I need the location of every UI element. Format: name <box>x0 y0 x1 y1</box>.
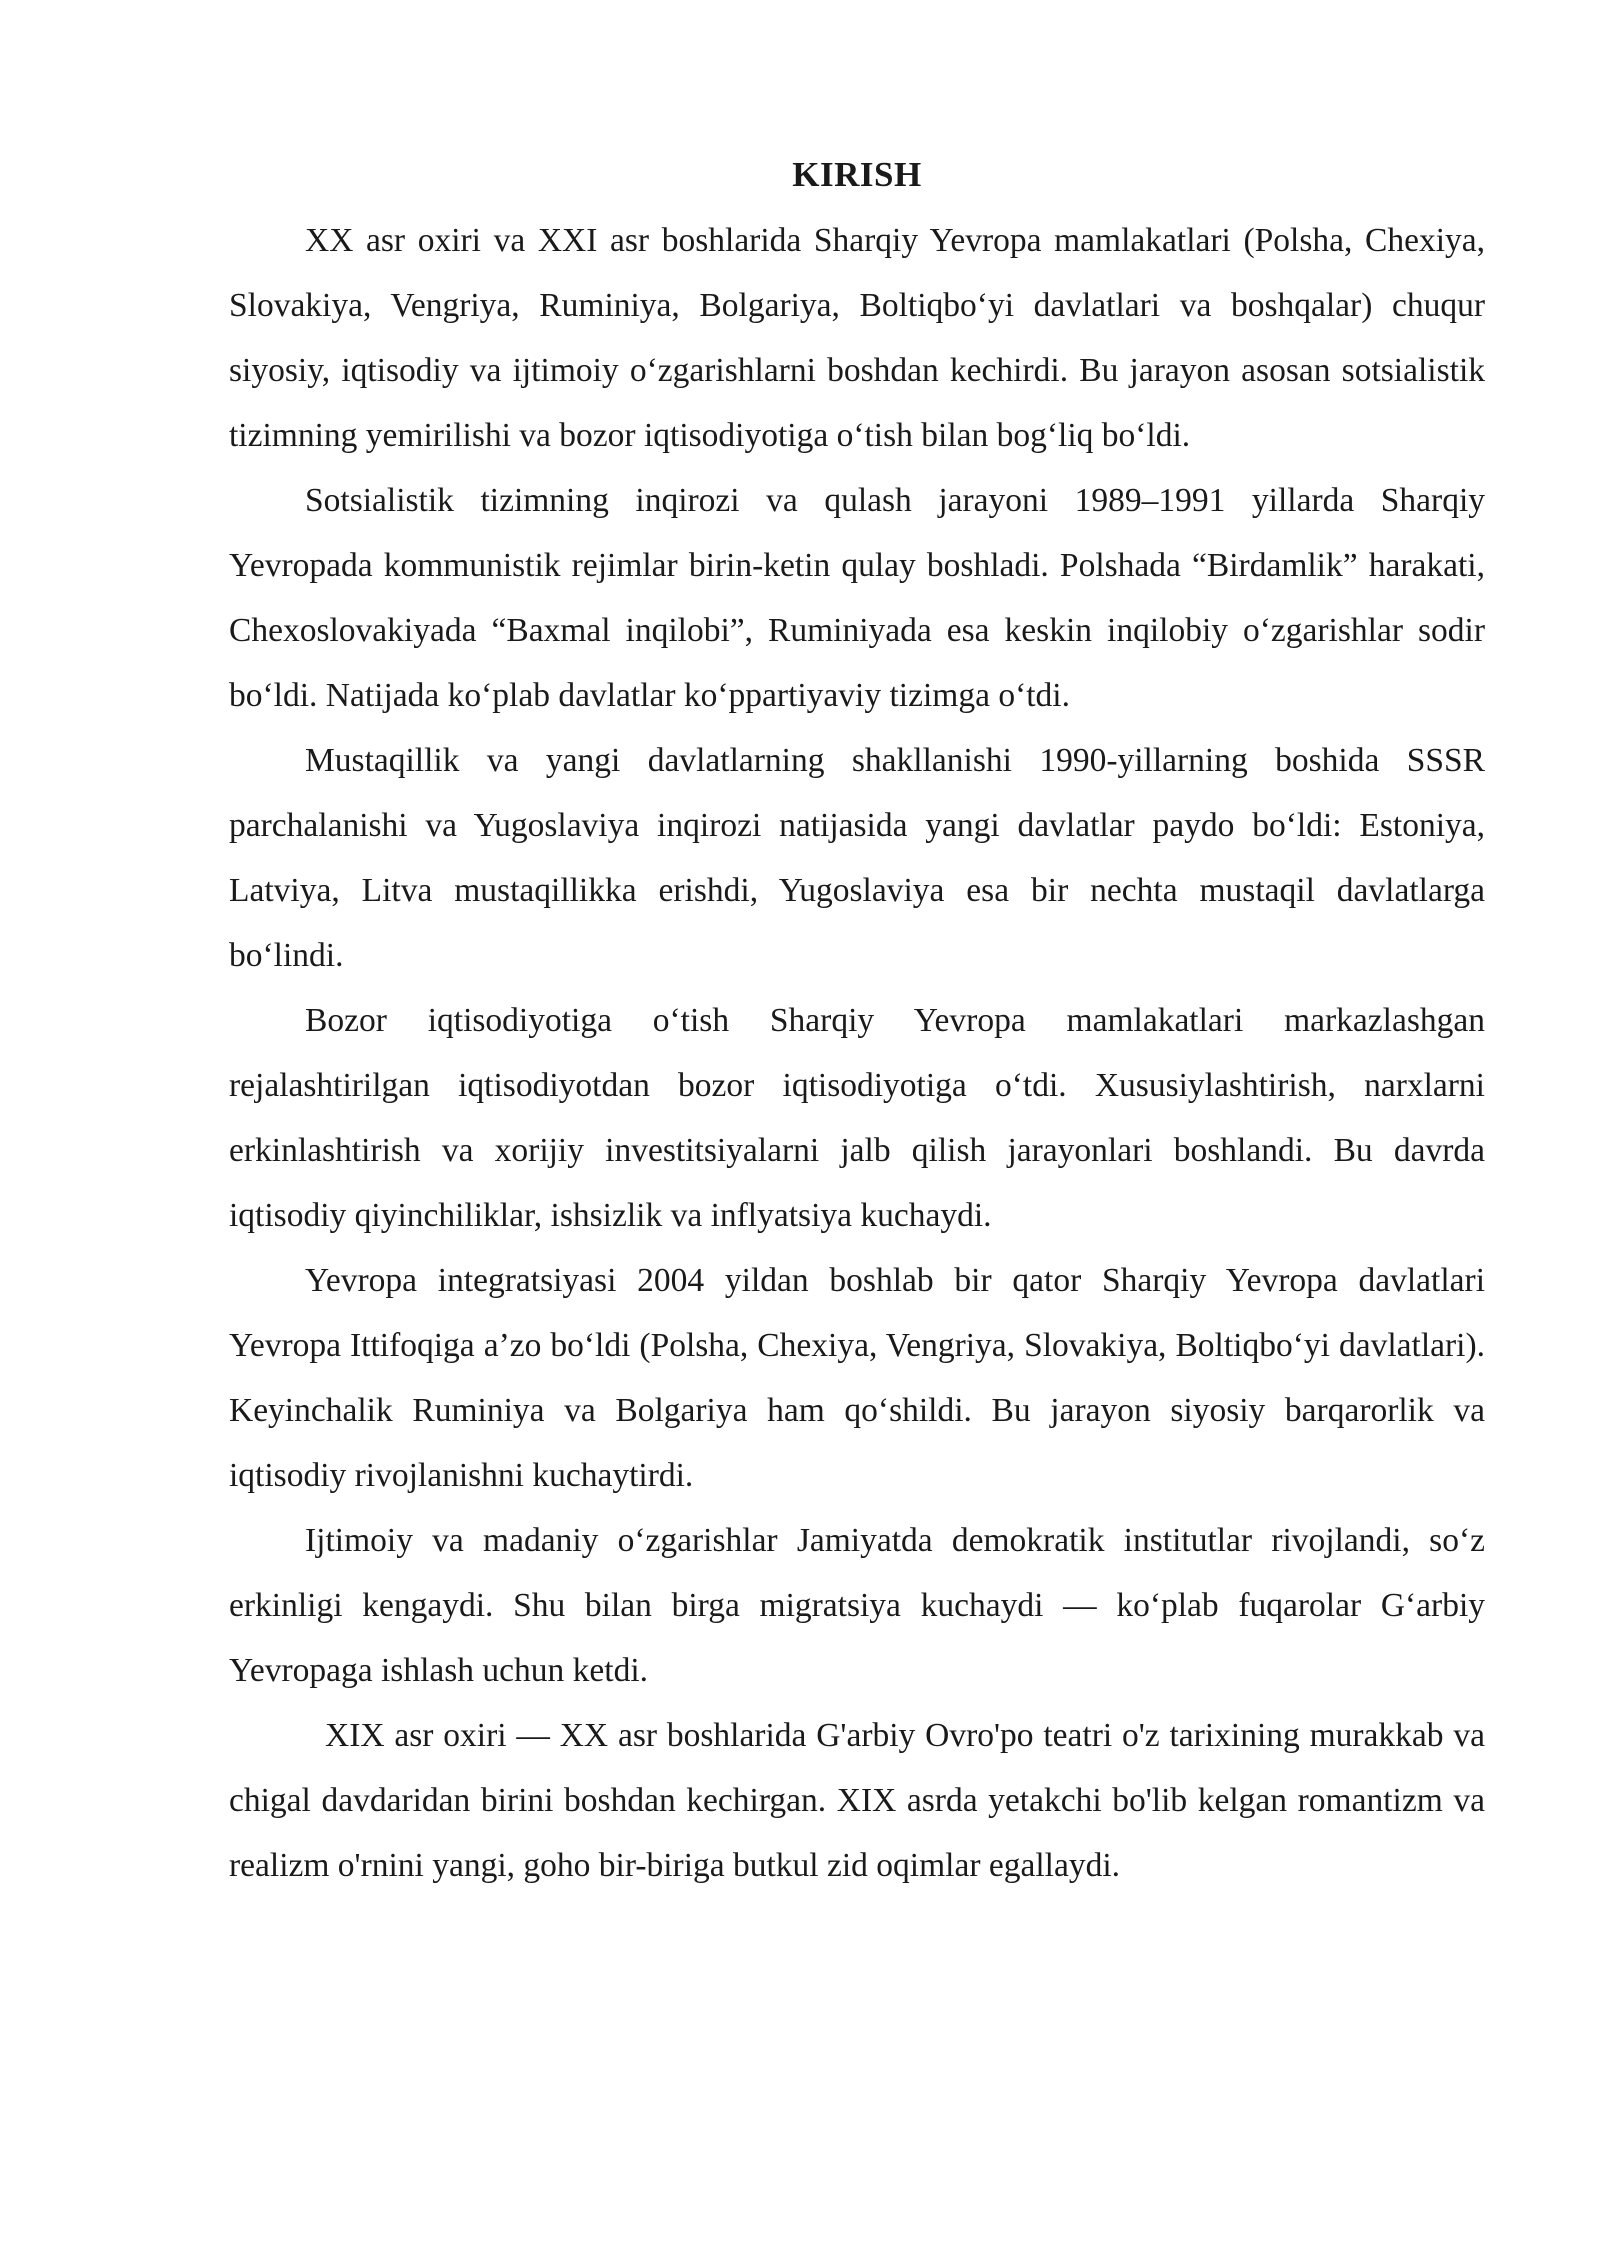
paragraph-2: Sotsialistik tizimning inqirozi va qulash jarayoni 1989–1991 yillarda Sharqiy Yevropada kommunistik rejimlar birin-ketin qulay boshladi. Polshada “Birdamlik” harakati, Chexoslovakiyada “Baxmal inqilobi”, Ruminiyada esa keskin inqilobiy o‘zgarishlar sodir bo‘ldi. Natijada ko‘plab davlatlar ko‘ppartiyaviy tizimga o‘tdi. <box>229 482 1485 714</box>
paragraph-5: Yevropa integratsiyasi 2004 yildan boshlab bir qator Sharqiy Yevropa davlatlari Yevropa Ittifoqiga a’zo bo‘ldi (Polsha, Chexiya, Vengriya, Slovakiya, Boltiqbo‘yi davlatlari). Keyinchalik Ruminiya va Bolgariya ham qo‘shildi. Bu jarayon siyosiy barqarorlik va iqtisodiy rivojlanishni kuchaytirdi. <box>229 1262 1485 1494</box>
document-page <box>229 150 1485 1898</box>
paragraph-3: Mustaqillik va yangi davlatlarning shakllanishi 1990-yillarning boshida SSSR parchalanishi va Yugoslaviya inqirozi natijasida yangi davlatlar paydo bo‘ldi: Estoniya, Latviya, Litva mustaqillikka erishdi, Yugoslaviya esa bir nechta mustaqil davlatlarga bo‘lindi. <box>229 742 1485 974</box>
paragraph-6: Ijtimoiy va madaniy o‘zgarishlar Jamiyatda demokratik institutlar rivojlandi, so‘z erkinligi kengaydi. Shu bilan birga migratsiya kuchaydi — ko‘plab fuqarolar G‘arbiy Yevropaga ishlash uchun ketdi. <box>229 1522 1485 1689</box>
paragraph-4: Bozor iqtisodiyotiga o‘tish Sharqiy Yevropa mamlakatlari markazlashgan rejalashtirilgan iqtisodiyotdan bozor iqtisodiyotiga o‘tdi. Xususiylashtirish, narxlarni erkinlashtirish va xorijiy investitsiyalarni jalb qilish jarayonlari boshlandi. Bu davrda iqtisodiy qiyinchiliklar, ishsizlik va inflyatsiya kuchaydi. <box>229 1002 1485 1234</box>
paragraph-1: XX asr oxiri va XXI asr boshlarida Sharqiy Yevropa mamlakatlari (Polsha, Chexiya, Slovakiya, Vengriya, Ruminiya, Bolgariya, Boltiqbo‘yi davlatlari va boshqalar) chuqur siyosiy, iqtisodiy va ijtimoiy o‘zgarishlarni boshdan kechirdi. Bu jarayon asosan sotsialistik tizimning yemirilishi va bozor iqtisodiyotiga o‘tish bilan bog‘liq bo‘ldi. <box>229 222 1485 454</box>
paragraph-7: XIX asr oxiri — XX asr boshlarida G'arbiy Ovro'po teatri o'z tarixining murakkab va chigal davdaridan birini boshdan kechirgan. XIX asrda yetakchi bo'lib kelgan romantizm va realizm o'rnini yangi, goho bir-biriga butkul zid oqimlar egallaydi. <box>229 1717 1485 1884</box>
page-title: KIRISH <box>792 155 922 194</box>
